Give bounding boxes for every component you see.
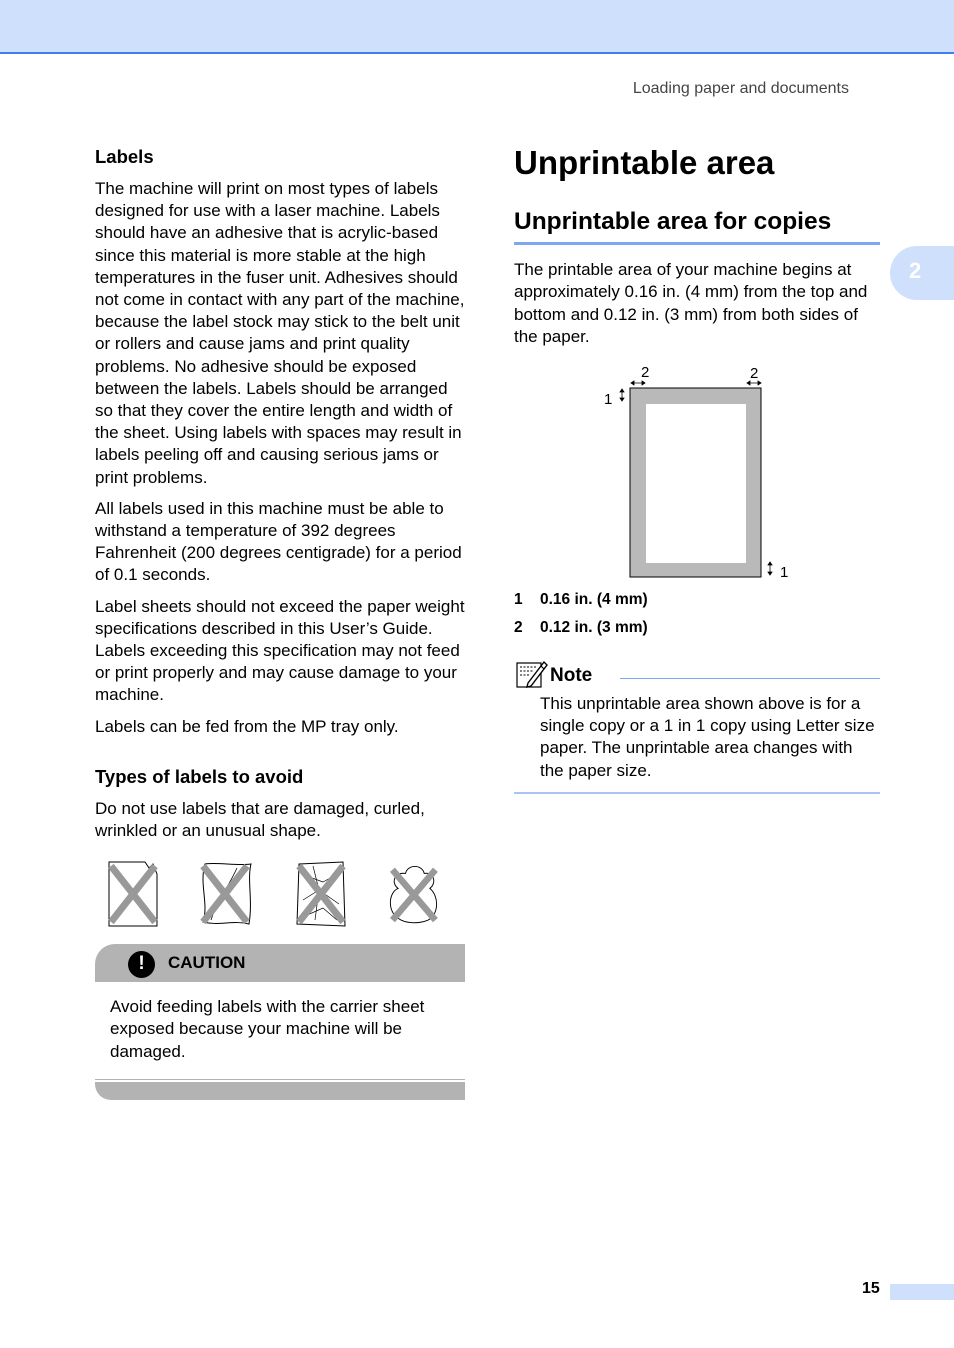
left-column (95, 146, 465, 1099)
legend-number: 1 (514, 590, 523, 608)
types-heading: Types of labels to avoid (95, 765, 304, 787)
curled-label-icon (197, 860, 253, 928)
types-paragraph: Do not use labels that are damaged, curled, wrinkled or an unusual shape. (95, 798, 425, 841)
callout-2-left: 2 (641, 363, 650, 381)
avoid-labels-illustration (95, 860, 465, 944)
caution-text: Avoid feeding labels with the carrier sheet exposed because your machine will be damaged. (110, 997, 425, 1061)
right-column (514, 140, 880, 794)
note-rule (620, 678, 880, 679)
caution-box (95, 944, 465, 1099)
note-pencil-icon (516, 659, 548, 689)
unprintable-area-diagram (514, 359, 880, 591)
note-text: This unprintable area shown above is for a single copy or a 1 in 1 copy using Letter size paper. The unprintable area changes with the paper size. (514, 693, 880, 795)
labels-paragraph: Labels can be fed from the MP tray only. (95, 716, 399, 736)
labels-paragraph: Label sheets should not exceed the paper weight specifications described in this User’s Guide. Labels exceeding this specification may not feed or print properly and may cause damage to your machine. (95, 596, 465, 705)
caution-footer (95, 1079, 465, 1099)
callout-2-right: 2 (750, 364, 759, 382)
note-box (514, 659, 880, 795)
callout-1-bottom: 1 (780, 563, 789, 581)
unprintable-paragraph: The printable area of your machine begins at approximately 0.16 in. (4 mm) from the top and bottom and 0.12 in. (3 mm) from both sides of the paper. (514, 260, 868, 347)
labels-heading: Labels (95, 146, 154, 167)
legend-item (514, 591, 880, 619)
page-title: Unprintable area (514, 144, 775, 181)
caution-bar (95, 944, 465, 982)
running-header: Loading paper and documents (632, 80, 849, 97)
exclamation-icon: ! (128, 951, 155, 978)
callout-1-top: 1 (604, 390, 613, 408)
chapter-number: 2 (909, 258, 922, 283)
damaged-label-icon (105, 860, 161, 928)
caution-title: CAUTION (168, 953, 246, 973)
chapter-tab (890, 246, 954, 300)
note-title: Note (550, 664, 593, 686)
wrinkled-label-icon (293, 860, 349, 928)
page-number: 15 (862, 1280, 880, 1297)
labels-paragraph: All labels used in this machine must be able to withstand a temperature of 392 degrees Fahrenheit (200 degrees centigrade) for a period of 0.1 seconds. (95, 498, 462, 585)
section-heading: Unprintable area for copies (514, 208, 880, 245)
paper-margins-figure (514, 359, 880, 591)
legend-item (514, 619, 880, 647)
legend-text: 0.16 in. (4 mm) (540, 590, 648, 608)
legend-number: 2 (514, 618, 523, 636)
labels-paragraph: The machine will print on most types of labels designed for use with a laser machine. Labels should have an adhesive that is acrylic-based since this material is more stable at the high temperatures in the fuser unit. Adhesives should not come in contact with any part of the machine, because the label stock may stick to the belt unit or rollers and cause jams and print quality problems. No adhesive should be exposed between the labels. Labels should be arranged so that they cover the entire length and width of the sheet. Using labels with spaces may result in labels peeling off and causing serious jams or print problems. (95, 179, 465, 487)
top-band (0, 0, 954, 54)
odd-shape-label-icon (385, 860, 441, 928)
legend-text: 0.12 in. (3 mm) (540, 618, 648, 636)
page-number-bar (890, 1284, 954, 1300)
note-header (514, 659, 880, 693)
diagram-legend (514, 591, 880, 647)
